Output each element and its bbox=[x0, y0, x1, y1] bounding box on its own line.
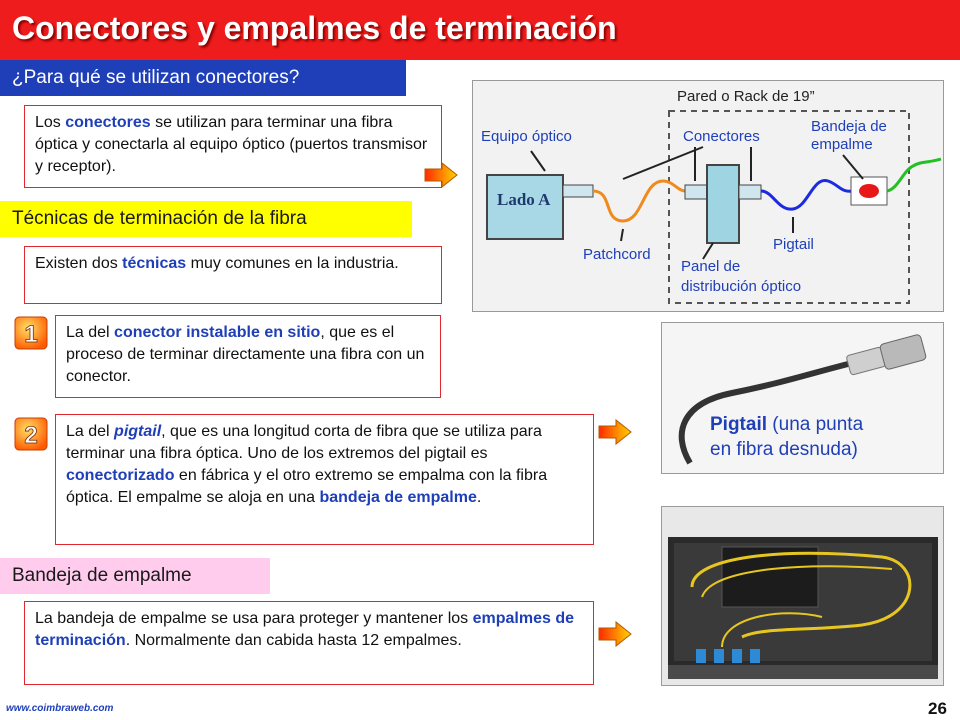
text: Existen dos bbox=[35, 255, 123, 272]
text: La bandeja de empalme se usa para proteger y mantener los bbox=[35, 610, 473, 627]
highlight-term: empalmes de terminación bbox=[35, 610, 574, 649]
pointer-arrow bbox=[623, 147, 703, 179]
splice-point bbox=[859, 184, 879, 198]
highlight-term: técnicas bbox=[122, 255, 187, 272]
pointer-arrow bbox=[531, 151, 545, 171]
pigtail-label: Pigtail bbox=[773, 236, 814, 253]
field-installable-connector-box bbox=[55, 315, 441, 398]
pigtail-illustration bbox=[662, 323, 943, 473]
section-heading-techniques bbox=[0, 201, 412, 237]
pointer-arrow bbox=[843, 155, 863, 179]
adapter bbox=[714, 649, 724, 663]
section-heading-techniques-text: Técnicas de terminación de la fibra bbox=[12, 208, 307, 229]
section-heading-splice-tray bbox=[0, 558, 270, 594]
connectors-text-box bbox=[24, 105, 442, 188]
tray-label-line1: Bandeja de bbox=[811, 118, 887, 135]
highlight-term: conectorizado bbox=[66, 467, 175, 484]
panel-label-line1: Panel de bbox=[681, 258, 741, 275]
pointer-arrow bbox=[703, 243, 713, 259]
fiber-green-line bbox=[887, 159, 941, 191]
connector-head bbox=[879, 334, 926, 370]
splice-tray-text-box bbox=[24, 601, 594, 685]
text: Los bbox=[35, 114, 66, 131]
title-bar bbox=[0, 0, 960, 60]
svg-text:1: 1 bbox=[24, 321, 38, 348]
text: muy comunes en la industria. bbox=[186, 255, 399, 272]
equipment-port bbox=[563, 185, 593, 197]
patchcord-line bbox=[593, 181, 685, 221]
connector-body bbox=[846, 347, 886, 376]
pigtail-caption-line1: Pigtail (una punta bbox=[710, 414, 864, 435]
text: , que es el proceso de terminar directamente una fibra con un conector. bbox=[66, 324, 425, 385]
panel-port-left bbox=[685, 185, 707, 199]
highlight-term: conector instalable en sitio bbox=[114, 324, 321, 341]
tray-front-panel bbox=[668, 665, 938, 679]
text: se utilizan para terminar una fibra óptica y conectarla al equipo óptico (puertos transmisor y receptor). bbox=[35, 114, 428, 175]
side-a-label: Lado A bbox=[497, 190, 551, 209]
text: La del bbox=[66, 324, 115, 341]
highlight-term: conectores bbox=[65, 114, 151, 131]
slide-title: Conectores y empalmes de terminación bbox=[12, 10, 617, 46]
section-heading-splice-tray-text: Bandeja de empalme bbox=[12, 565, 192, 586]
section-heading-connectors bbox=[0, 60, 406, 96]
number-one-badge-icon bbox=[14, 316, 48, 350]
rack-label: Pared o Rack de 19” bbox=[677, 88, 815, 105]
panel-port-right bbox=[739, 185, 761, 199]
splice-tray-photo bbox=[661, 506, 944, 686]
arrow-right-icon bbox=[598, 419, 632, 445]
highlight-term: pigtail bbox=[114, 423, 162, 440]
connectors-label: Conectores bbox=[683, 128, 760, 145]
text: La del bbox=[66, 423, 115, 440]
pigtail-line bbox=[761, 180, 853, 209]
arrow-right-icon bbox=[598, 621, 632, 647]
pigtail-text-box bbox=[55, 414, 594, 545]
distribution-panel bbox=[707, 165, 739, 243]
text: , que es una longitud corta de fibra que se utiliza para terminar una fibra óptica. Uno de los extremos del pigtail es bbox=[66, 423, 542, 462]
equipment-label: Equipo óptico bbox=[481, 128, 572, 145]
adapter bbox=[732, 649, 742, 663]
text: en fábrica y el otro extremo se empalma con la fibra óptica. El empalme se aloja en una bbox=[66, 467, 548, 506]
splice-tray-illustration bbox=[662, 507, 943, 685]
text: . Normalmente dan cabida hasta 12 empalmes. bbox=[125, 632, 462, 649]
arrow-right-icon bbox=[424, 162, 458, 188]
pigtail-caption-line2: en fibra desnuda) bbox=[710, 439, 858, 460]
text: . bbox=[476, 489, 482, 506]
techniques-text-box bbox=[24, 246, 442, 304]
adapter bbox=[750, 649, 760, 663]
page-number: 26 bbox=[928, 699, 947, 718]
pigtail-photo bbox=[661, 322, 944, 474]
svg-text:2: 2 bbox=[24, 422, 38, 449]
diagram-svg bbox=[473, 81, 943, 311]
pointer-arrow bbox=[621, 229, 623, 241]
tray-label-line2: empalme bbox=[811, 136, 873, 153]
panel-label-line2: distribución óptico bbox=[681, 278, 802, 295]
fiber-connection-diagram bbox=[472, 80, 944, 312]
number-two-badge-icon bbox=[14, 417, 48, 451]
footer-website: www.coimbraweb.com bbox=[6, 703, 114, 714]
adapter bbox=[696, 649, 706, 663]
highlight-term: bandeja de empalme bbox=[319, 489, 477, 506]
patchcord-label: Patchcord bbox=[583, 246, 651, 263]
section-heading-connectors-text: ¿Para qué se utilizan conectores? bbox=[12, 67, 300, 88]
